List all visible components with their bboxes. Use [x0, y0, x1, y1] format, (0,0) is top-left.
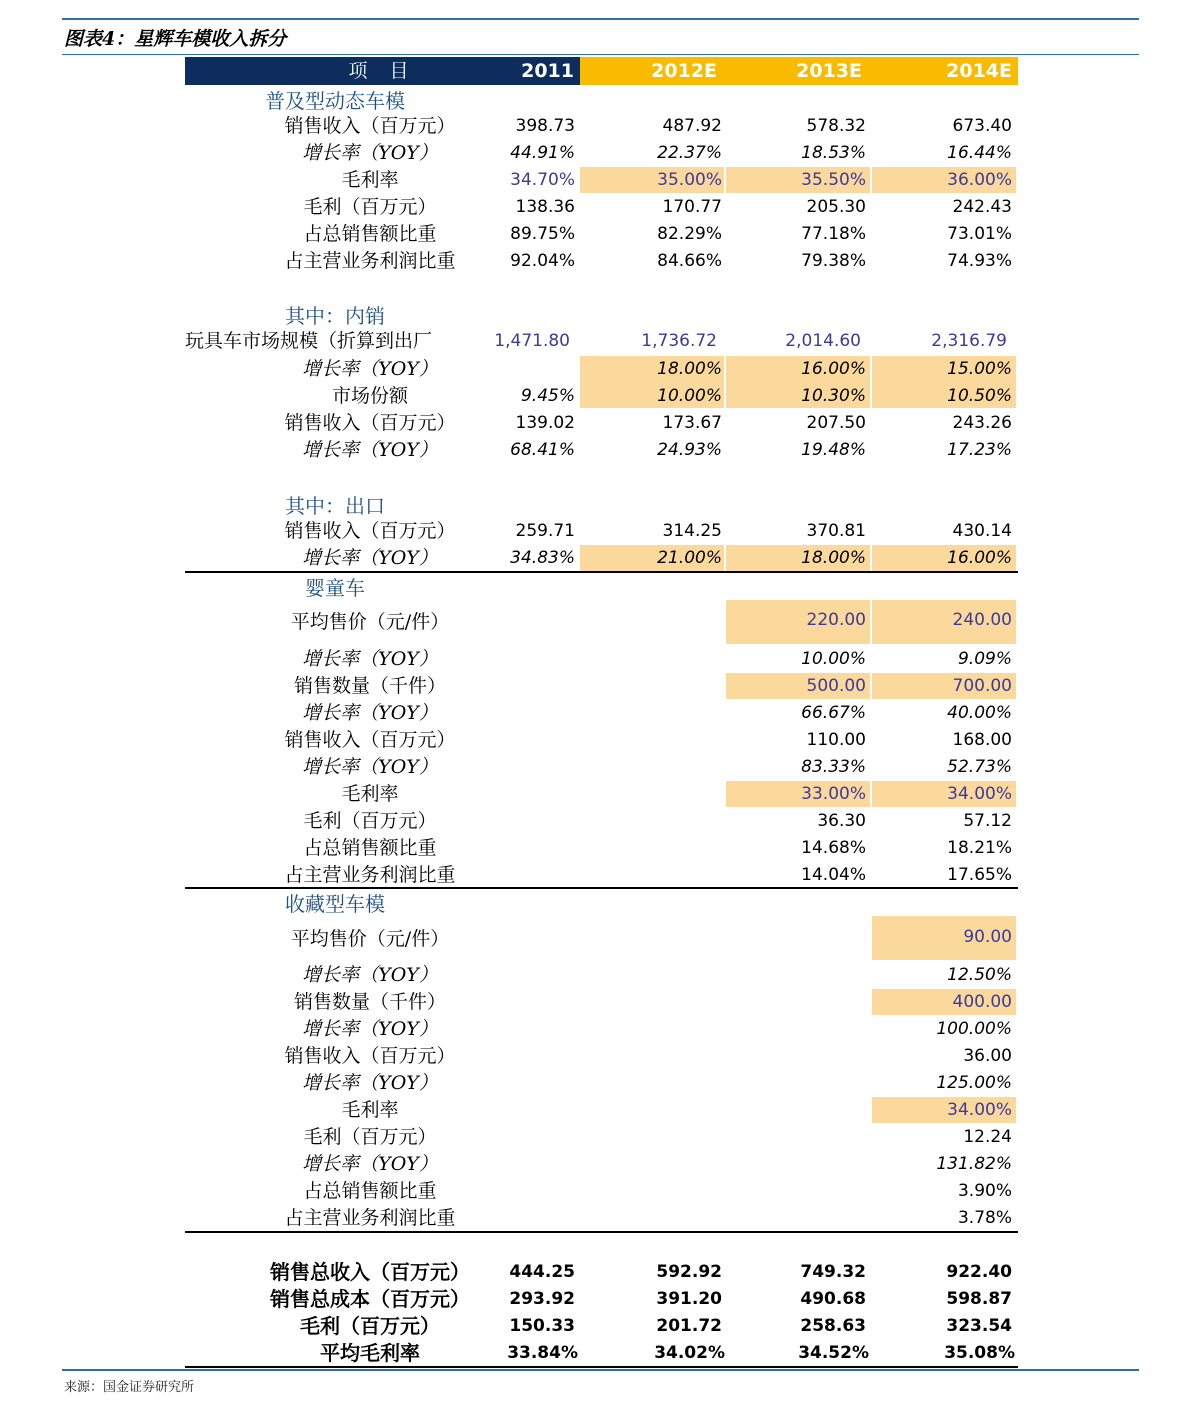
row-label: 销售收入（百万元）	[284, 729, 456, 751]
cell-2014E: 18.21%	[947, 838, 1012, 858]
section-title-row	[185, 575, 1018, 602]
row-label: 毛利（百万元）	[300, 1314, 440, 1338]
cell-2011: 444.25	[509, 1262, 575, 1282]
table-row	[185, 167, 1018, 194]
cell-2014E: 16.00%	[947, 548, 1012, 568]
row-label: 增长率（YOY）	[302, 1153, 438, 1175]
cell-2013E: 83.33%	[801, 757, 866, 777]
cell-2014E: 35.08%	[944, 1343, 1015, 1363]
table-row	[185, 1097, 1018, 1124]
row-label: 销售数量（千件）	[293, 991, 446, 1013]
total-row	[185, 1313, 1018, 1340]
cell-2011: 68.41%	[510, 440, 575, 460]
table-row	[185, 410, 1018, 437]
cell-2012E: 487.92	[662, 116, 722, 136]
row-label: 毛利率	[341, 783, 399, 805]
source-note: 来源：国金证券研究所	[64, 1380, 195, 1395]
section-title-row	[185, 493, 1018, 520]
cell-2012E: 21.00%	[657, 548, 722, 568]
row-label: 增长率（YOY）	[302, 702, 438, 724]
cell-2014E: 3.90%	[957, 1181, 1012, 1201]
cell-2014E: 52.73%	[947, 757, 1012, 777]
cell-2012E: 170.77	[662, 197, 722, 217]
cell-2013E: 18.00%	[801, 548, 866, 568]
cell-2013E: 490.68	[800, 1289, 866, 1309]
row-label: 销售收入（百万元）	[284, 115, 456, 137]
row-label: 毛利（百万元）	[303, 1126, 437, 1148]
cell-2014E: 598.87	[946, 1289, 1012, 1309]
cell-2013E: 36.30	[817, 811, 866, 831]
row-label: 增长率（YOY）	[302, 142, 438, 164]
row-label: 平均毛利率	[320, 1341, 420, 1365]
cell-2014E: 40.00%	[947, 703, 1012, 723]
cell-2014E: 34.00%	[947, 1100, 1012, 1120]
cell-2013E: 220.00	[806, 610, 866, 630]
section-title-domestic: 其中：内销	[285, 304, 385, 328]
table-row	[185, 1205, 1018, 1232]
cell-2011: 150.33	[509, 1316, 575, 1336]
cell-2013E: 66.67%	[801, 703, 866, 723]
cell-2014E: 36.00	[963, 1046, 1012, 1066]
cell-2013E: 2,014.60	[785, 331, 861, 351]
cell-2014E: 673.40	[952, 116, 1012, 136]
figure-title: 图表4：星辉车模收入拆分	[64, 28, 287, 50]
section-title-popular: 普及型动态车模	[265, 89, 405, 113]
cell-2012E: 592.92	[656, 1262, 722, 1282]
cell-2013E: 500.00	[806, 676, 866, 696]
cell-2014E: 400.00	[952, 992, 1012, 1012]
cell-2012E: 22.37%	[657, 143, 722, 163]
cell-2014E: 34.00%	[947, 784, 1012, 804]
cell-2011: 34.70%	[510, 170, 575, 190]
section-divider	[185, 887, 1018, 889]
cell-2013E: 79.38%	[801, 251, 866, 271]
section-title-row	[185, 891, 1018, 918]
row-label: 增长率（YOY）	[302, 1018, 438, 1040]
cell-2012E: 314.25	[662, 521, 722, 541]
cell-2012E: 35.00%	[657, 170, 722, 190]
table-row	[185, 1151, 1018, 1178]
cell-2012E: 1,736.72	[641, 331, 717, 351]
cell-2012E: 24.93%	[657, 440, 722, 460]
cell-2013E: 34.52%	[798, 1343, 869, 1363]
cell-2012E: 82.29%	[657, 224, 722, 244]
row-label: 增长率（YOY）	[302, 964, 438, 986]
cell-2014E: 700.00	[952, 676, 1012, 696]
cell-2013E: 110.00	[806, 730, 866, 750]
cell-2011: 1,471.80	[494, 331, 570, 351]
row-label: 占主营业务利润比重	[284, 250, 456, 272]
cell-2011: 92.04%	[510, 251, 575, 271]
table-row	[185, 328, 1018, 355]
cell-2014E: 15.00%	[947, 359, 1012, 379]
table-row	[185, 609, 1018, 636]
header-year-2011: 2011	[485, 57, 580, 85]
cell-2013E: 35.50%	[801, 170, 866, 190]
table-row	[185, 808, 1018, 835]
section-title-row	[185, 88, 1018, 115]
cell-2013E: 370.81	[806, 521, 866, 541]
header-year-2013E: 2013E	[725, 57, 870, 85]
cell-2014E: 57.12	[963, 811, 1012, 831]
row-label: 平均售价（元/件）	[290, 928, 450, 950]
row-label: 玩具车市场规模（折算到出厂	[185, 330, 433, 352]
section-title-collectible: 收藏型车模	[285, 892, 385, 916]
cell-2014E: 17.23%	[947, 440, 1012, 460]
table-header	[185, 57, 1018, 85]
cell-2013E: 207.50	[806, 413, 866, 433]
table-row	[185, 356, 1018, 383]
cell-2013E: 258.63	[800, 1316, 866, 1336]
table-row	[185, 1043, 1018, 1070]
row-label: 占总销售额比重	[303, 837, 437, 859]
row-label: 增长率（YOY）	[302, 358, 438, 380]
cell-2014E: 922.40	[946, 1262, 1012, 1282]
bottom-rule	[62, 1369, 1139, 1371]
cell-2012E: 84.66%	[657, 251, 722, 271]
table-row	[185, 926, 1018, 953]
row-label: 销售收入（百万元）	[284, 520, 456, 542]
section-divider	[185, 1231, 1018, 1233]
row-label: 销售总收入（百万元）	[270, 1260, 470, 1284]
header-label: 项 目	[185, 57, 580, 85]
cell-2013E: 749.32	[800, 1262, 866, 1282]
cell-2014E: 242.43	[952, 197, 1012, 217]
table-row	[185, 673, 1018, 700]
table-row	[185, 700, 1018, 727]
section-title-row	[185, 303, 1018, 330]
total-row	[185, 1259, 1018, 1286]
row-label: 毛利率	[341, 1099, 399, 1121]
cell-2013E: 578.32	[806, 116, 866, 136]
table-row	[185, 1178, 1018, 1205]
cell-2012E: 34.02%	[654, 1343, 725, 1363]
section-title-stroller: 婴童车	[305, 576, 365, 600]
top-rule	[62, 18, 1139, 20]
title-rule	[62, 54, 1139, 55]
cell-2014E: 131.82%	[936, 1154, 1012, 1174]
table-row	[185, 989, 1018, 1016]
cell-2014E: 12.24	[963, 1127, 1012, 1147]
header-year-2014E: 2014E	[870, 57, 1018, 85]
cell-2012E: 391.20	[656, 1289, 722, 1309]
cell-2012E: 201.72	[656, 1316, 722, 1336]
cell-2013E: 10.00%	[801, 649, 866, 669]
cell-2012E: 18.00%	[657, 359, 722, 379]
table-row	[185, 1016, 1018, 1043]
cell-2014E: 12.50%	[947, 965, 1012, 985]
row-label: 增长率（YOY）	[302, 756, 438, 778]
cell-2013E: 19.48%	[801, 440, 866, 460]
cell-2011: 89.75%	[510, 224, 575, 244]
header-year-2012E: 2012E	[580, 57, 725, 85]
row-label: 占主营业务利润比重	[284, 1207, 456, 1229]
table-row	[185, 545, 1018, 572]
cell-2011: 398.73	[515, 116, 575, 136]
cell-2014E: 90.00	[963, 927, 1012, 947]
table-row	[185, 754, 1018, 781]
cell-2014E: 16.44%	[947, 143, 1012, 163]
cell-2014E: 2,316.79	[931, 331, 1007, 351]
cell-2011: 139.02	[515, 413, 575, 433]
cell-2013E: 205.30	[806, 197, 866, 217]
cell-2013E: 10.30%	[801, 386, 866, 406]
table-row	[185, 862, 1018, 889]
table-row	[185, 781, 1018, 808]
cell-2013E: 14.04%	[801, 865, 866, 885]
row-label: 增长率（YOY）	[302, 648, 438, 670]
cell-2014E: 73.01%	[947, 224, 1012, 244]
cell-2012E: 173.67	[662, 413, 722, 433]
cell-2014E: 243.26	[952, 413, 1012, 433]
cell-2011: 293.92	[509, 1289, 575, 1309]
cell-2011: 44.91%	[510, 143, 575, 163]
table-row	[185, 1070, 1018, 1097]
table-bottom-rule	[185, 1366, 1018, 1368]
cell-2014E: 323.54	[946, 1316, 1012, 1336]
table-row	[185, 140, 1018, 167]
cell-2014E: 74.93%	[947, 251, 1012, 271]
cell-2013E: 16.00%	[801, 359, 866, 379]
table-row	[185, 221, 1018, 248]
row-label: 毛利（百万元）	[303, 196, 437, 218]
cell-2011: 34.83%	[510, 548, 575, 568]
cell-2014E: 168.00	[952, 730, 1012, 750]
total-row	[185, 1340, 1018, 1367]
table-row	[185, 113, 1018, 140]
table-row	[185, 248, 1018, 275]
cell-2011: 138.36	[515, 197, 575, 217]
table-row	[185, 1124, 1018, 1151]
cell-2014E: 430.14	[952, 521, 1012, 541]
row-label: 占总销售额比重	[303, 223, 437, 245]
section-title-export: 其中：出口	[285, 494, 385, 518]
table-row	[185, 518, 1018, 545]
cell-2014E: 100.00%	[936, 1019, 1012, 1039]
table-row	[185, 646, 1018, 673]
table-row	[185, 835, 1018, 862]
cell-2012E: 10.00%	[657, 386, 722, 406]
row-label: 毛利（百万元）	[303, 810, 437, 832]
table-row	[185, 962, 1018, 989]
row-label: 市场份额	[331, 385, 408, 407]
table-row	[185, 194, 1018, 221]
row-label: 销售数量（千件）	[293, 675, 446, 697]
row-label: 增长率（YOY）	[302, 439, 438, 461]
cell-2013E: 77.18%	[801, 224, 866, 244]
cell-2014E: 3.78%	[957, 1208, 1012, 1228]
cell-2014E: 36.00%	[947, 170, 1012, 190]
table-row	[185, 437, 1018, 464]
cell-2013E: 14.68%	[801, 838, 866, 858]
cell-2014E: 10.50%	[947, 386, 1012, 406]
cell-2014E: 240.00	[952, 610, 1012, 630]
cell-2011: 9.45%	[520, 386, 575, 406]
table-row	[185, 727, 1018, 754]
total-row	[185, 1286, 1018, 1313]
row-label: 毛利率	[341, 169, 399, 191]
row-label: 占总销售额比重	[303, 1180, 437, 1202]
row-label: 增长率（YOY）	[302, 1072, 438, 1094]
cell-2011: 259.71	[515, 521, 575, 541]
cell-2014E: 125.00%	[936, 1073, 1012, 1093]
cell-2013E: 18.53%	[801, 143, 866, 163]
row-label: 销售收入（百万元）	[284, 412, 456, 434]
row-label: 销售总成本（百万元）	[270, 1287, 470, 1311]
row-label: 增长率（YOY）	[302, 547, 438, 569]
cell-2014E: 17.65%	[947, 865, 1012, 885]
table-row	[185, 383, 1018, 410]
cell-2013E: 33.00%	[801, 784, 866, 804]
row-label: 占主营业务利润比重	[284, 864, 456, 886]
row-label: 销售收入（百万元）	[284, 1045, 456, 1067]
section-divider	[185, 571, 1018, 573]
row-label: 平均售价（元/件）	[290, 611, 450, 633]
cell-2011: 33.84%	[507, 1343, 578, 1363]
cell-2014E: 9.09%	[957, 649, 1012, 669]
